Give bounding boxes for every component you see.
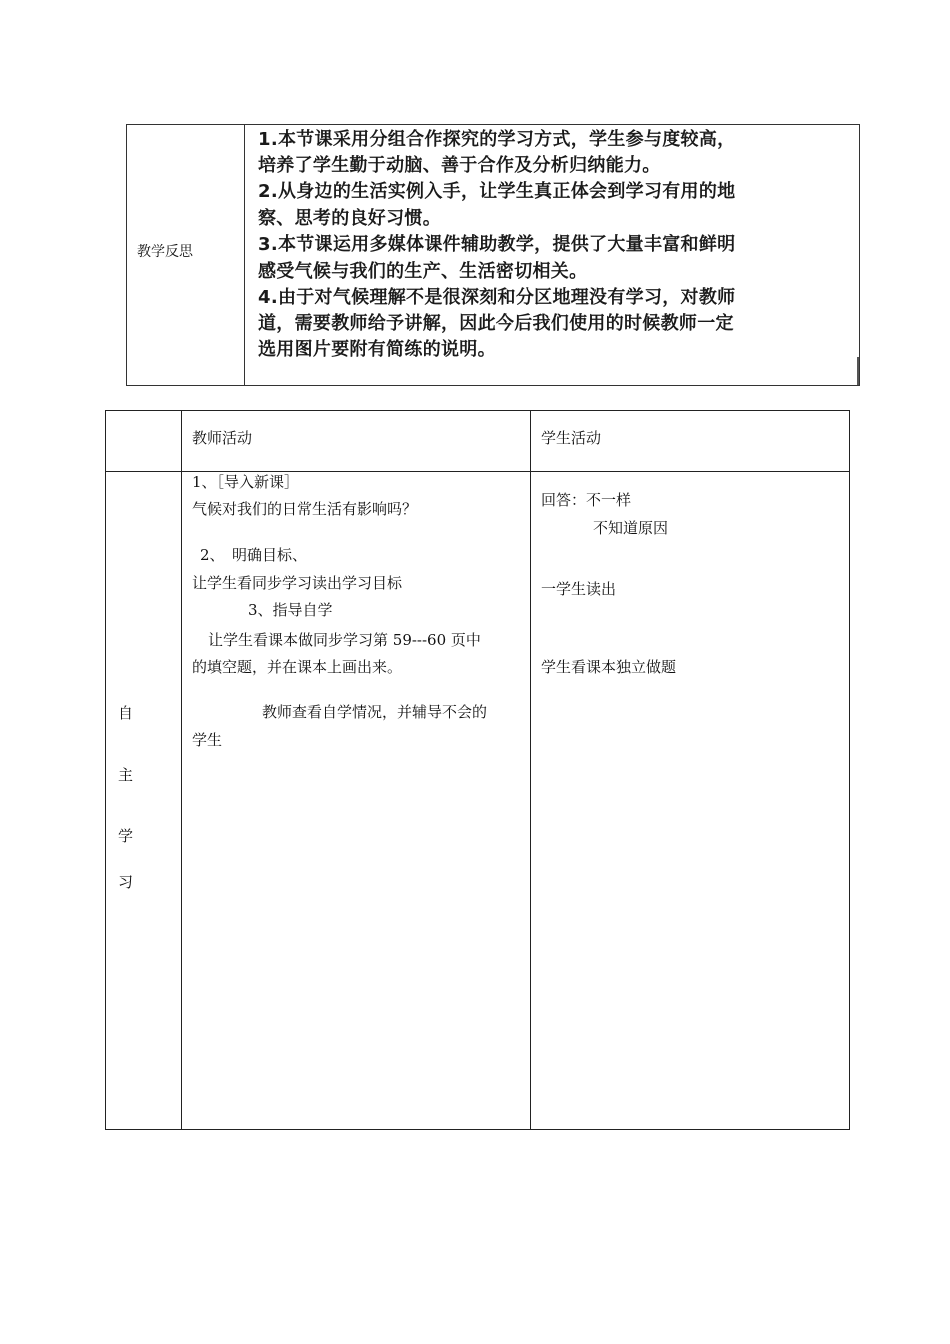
student-line: 回答：不一样 xyxy=(541,491,632,509)
reflection-line: 3.本节课运用多媒体课件辅助教学，提供了大量丰富和鲜明 xyxy=(258,234,736,255)
reflection-line: 1.本节课采用分组合作探究的学习方式，学生参与度较高， xyxy=(258,129,736,150)
column-divider xyxy=(181,411,182,1129)
reflection-line: 2.从身边的生活实例入手，让学生真正体会到学习有用的地 xyxy=(258,181,736,202)
teacher-line: 1、［导入新课］ xyxy=(192,473,300,491)
header-teacher-activity: 教师活动 xyxy=(192,429,253,447)
section-label-char: 自 xyxy=(118,704,134,722)
reflection-table xyxy=(126,124,860,386)
teacher-line: 让学生看课本做同步学习第 59---60 页中 xyxy=(208,631,481,649)
reflection-label: 教学反思 xyxy=(137,244,193,260)
teacher-line: 让学生看同步学习读出学习目标 xyxy=(192,574,403,592)
teacher-line: 学生 xyxy=(192,731,223,749)
reflection-line: 选用图片要附有简练的说明。 xyxy=(258,339,496,360)
column-divider xyxy=(530,411,531,1129)
header-student-activity: 学生活动 xyxy=(541,429,602,447)
reflection-line: 道，需要教师给予讲解，因此今后我们使用的时候教师一定 xyxy=(258,313,734,334)
reflection-line: 培养了学生勤于动脑、善于合作及分析归纳能力。 xyxy=(258,155,661,176)
teacher-line: 3、指导自学 xyxy=(248,601,333,619)
section-label-char: 学 xyxy=(118,827,134,845)
reflection-line: 察、思考的良好习惯。 xyxy=(258,208,441,229)
teacher-line: 的填空题，并在课本上画出来。 xyxy=(192,658,403,676)
reflection-label-cell xyxy=(127,125,245,385)
teacher-line: 教师查看自学情况，并辅导不会的 xyxy=(262,703,488,721)
reflection-line: 4.由于对气候理解不是很深刻和分区地理没有学习，对教师 xyxy=(258,287,736,308)
reflection-content-cell xyxy=(246,125,859,385)
section-label-char: 习 xyxy=(118,873,134,891)
teacher-line: 气候对我们的日常生活有影响吗？ xyxy=(192,500,418,518)
student-line: 一学生读出 xyxy=(541,580,617,598)
section-label-char: 主 xyxy=(118,766,134,784)
student-line: 不知道原因 xyxy=(593,519,669,537)
activity-table xyxy=(105,410,850,1130)
student-line: 学生看课本独立做题 xyxy=(541,658,677,676)
reflection-line: 感受气候与我们的生产、生活密切相关。 xyxy=(258,261,588,282)
teacher-line: 2、 明确目标、 xyxy=(200,546,308,564)
cropped-edge xyxy=(857,357,859,385)
